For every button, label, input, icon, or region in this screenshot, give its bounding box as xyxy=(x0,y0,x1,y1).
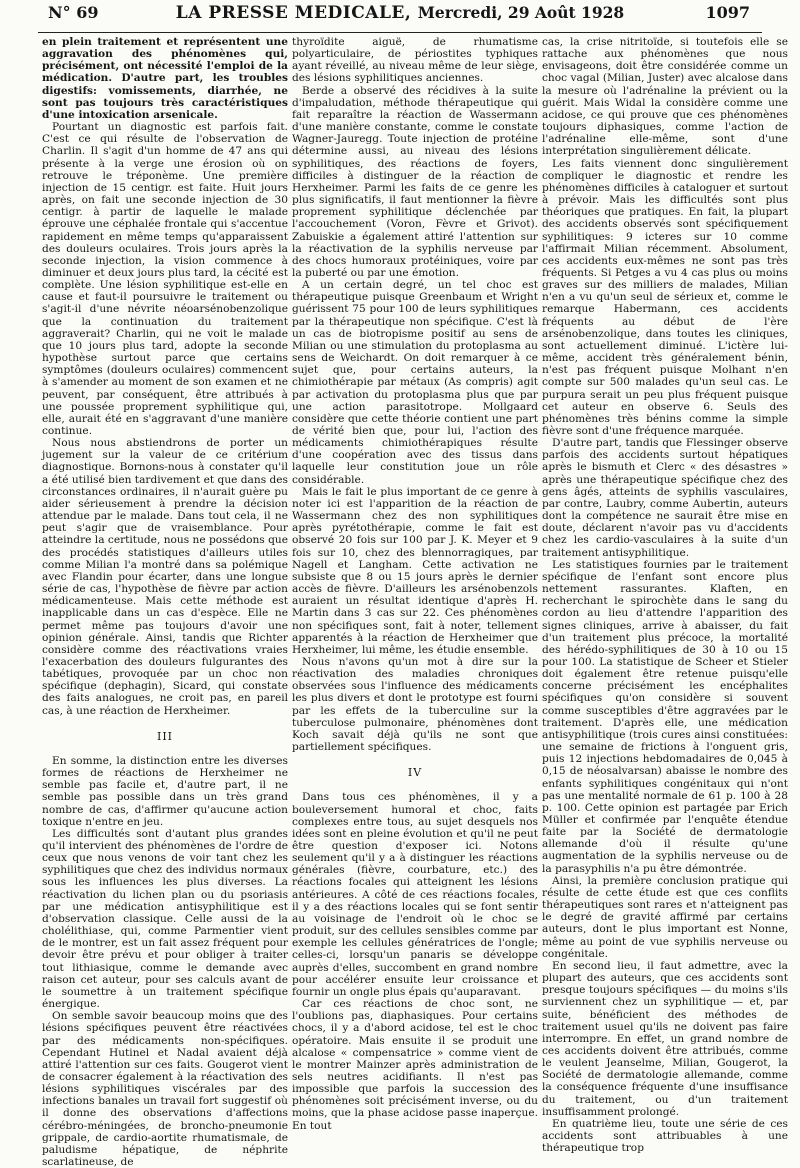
issue-number: N° 69 xyxy=(48,3,99,22)
section-heading: IV xyxy=(407,766,423,780)
paragraph: A un certain degré, un tel choc est thérapeutique puisque Greenbaum et Wright guérissent 75 pour 100 de leurs syphilitiques par la thérapeutique non spécifique. C'est là un cas de biotropisme positif au sens de Milian ou une stimulation du protoplasma au sens de Weichardt. On doit remarquer à ce sujet que, pour certains auteurs, la chimiothérapie par métaux (As compris) agit par activation du protoplasma plus que par une action parasitotrope. Mollgaard considère que cette théorie contient une part de vérité bien que, pour lui, l'action des médicaments chimiothérapiques résulte d'une coopération avec des tissus dans laquelle leur constitution joue un rôle considérable. xyxy=(292,279,538,486)
paragraph: Les faits viennent donc singulièrement compliquer le diagnostic et rendre les phénomènes difficiles à cataloguer et surtout à prévoir. Mais les difficultés sont plus théoriques que pratiques. En fait, la plupart des accidents observés sont spécifiquement syphilitiques: 9 icteres sur 10 comme l'affirmait Milian récemment. Absolument, ces accidents eux-mêmes ne sont pas très fréquents. Si Petges a vu 4 cas plus ou moins graves sur des milliers de malades, Milian n'en a vu qu'un seul de sérieux et, comme le remarque Habermann, ces accidents fréquents au début de l'ère arsénobenzolique, dans toutes les cliniques, sont actuellement diminué. L'ictère lui-même, accident très généralement bénin, n'est pas fréquent puisque Molhant n'en compte sur 500 malades qu'un seul cas. Le purpura serait un peu plus fréquent puisque cet auteur en observe 6. Seuls des phénomènes très bénins comme la simple fièvre sont d'une fréquence marquée. xyxy=(542,157,788,437)
paragraph: Car ces réactions de choc sont, ne l'oublions pas, diaphasiques. Pour certains chocs, il y a d'abord acidose, tel est le choc opératoire. Mais ensuite il se produit une alcalose « compensatrice » comme vient de le montrer Mainzer après administration de sels neutres acidifiants. Il n'est pas impossible que parfois la succession des phénomènes soit précisément inverse, ou du moins, que la phase acidose passe inaperçue. En tout xyxy=(292,998,538,1132)
paragraph: Nous nous abstiendrons de porter un jugement sur la valeur de ce critérium diagnostique. Bornons-nous à constater qu'il a été utilisé bien tardivement et que dans des circonstances ordinaires, il n'aurait guère pu aider sérieusement à prendre la décision attendue par le malade. Dans tout cela, il ne peut s'agir que de vraisemblance. Pour atteindre la certitude, nous ne possédons que des procédés statistiques d'ailleurs utiles comme Milian l'a montré dans sa polémique avec Flandin pour écarter, dans une longue série de cas, l'hypothèse de fièvre par action médicamenteuse. Mais cette méthode est inapplicable dans un cas d'espèce. Elle ne permet même pas toujours d'avoir une opinion générale. Ainsi, tandis que Richter considère comme des réactivations vraies l'exacerbation des douleurs fulgurantes des tabétiques, provoquée par un choc non spécifique (dephagin), Sicard, qui constate des faits analogues, ne croit pas, en pareil cas, à une réaction de Herxheimer. xyxy=(42,437,288,717)
running-title xyxy=(176,3,624,23)
section-heading: III xyxy=(156,729,174,743)
paragraph: En somme, la distinction entre les diverses formes de réactions de Herxheimer ne semble pas facile et, d'autre part, il ne semble pas possible dans un très grand nombre de cas, d'affirmer qu'aucune action toxique n'entre en jeu. xyxy=(42,754,288,828)
page-number: 1097 xyxy=(705,3,750,22)
paragraph: On semble savoir beaucoup moins que des lésions spécifiques peuvent être réactivées par des médicaments non-spécifiques. Cependant Hutinel et Nadal avaient déjà attiré l'attention sur ces faits. Gougerot vient de consacrer également à la réactivation des lésions syphilitiques viscérales par des infections banales un travail fort suggestif où il donne des observations d'affections cérébro-méningées, de broncho-pneumonie grippale, de cardio-aortite rhumatismale, de paludisme hépatique, de néphrite scarlatineuse, de xyxy=(42,1010,288,1168)
column-3 xyxy=(542,36,788,1155)
page-header xyxy=(38,0,762,33)
paragraph: D'autre part, tandis que Flessinger observe parfois des accidents surtout hépatiques après le bismuth et Clerc « des désastres » après une thérapeutique spécifique chez des gens âgés, atteints de syphilis vasculaires, par contre, Laubry, comme Aubertin, auteurs dont la compétence ne saurait être mise en doute, déclarent n'avoir pas vu d'accidents chez les cardio-vasculaires à la suite d'un traitement antisyphilitique. xyxy=(542,437,788,559)
paragraph: Nous n'avons qu'un mot à dire sur la réactivation des maladies chroniques observées sous l'influence des médicaments les plus divers et dont le prototype est fourni par les effets de la tuberculine sur la tuberculose pulmonaire, phénomènes dont Koch savait déjà qu'ils ne sont que partiellement spécifiques. xyxy=(292,655,538,754)
paragraph: Berde a observé des récidives à la suite d'impaludation, méthode thérapeutique qui fait reparaître la réaction de Wassermann d'une manière constante, comme le constate Wagner-Jauregg. Toute injection de protéine détermine aussi, au niveau des lésions syphilitiques, des réactions de foyers, difficiles à distinguer de la réaction de Herxheimer. Parmi les faits de ce genre les plus significatifs, il faut mentionner la fièvre proprement syphilitique déclenchée par l'accouchement (Voron, Fèvre et Grivot). Zabuiskie a également attiré l'attention sur la réactivation de la syphilis nerveuse par des chocs humoraux protéiniques, voire par la puberté ou par une émotion. xyxy=(292,84,538,279)
journal-name: LA PRESSE MEDICALE, xyxy=(175,3,412,23)
column-2 xyxy=(292,36,538,1132)
paragraph: cas, la crise nitritoïde, si toutefois elle se rattache aux phénomènes que nous envisageons, doit être considérée comme un choc vagal (Milian, Juster) avec alcalose dans la mesure où l'adrénaline la prévient ou la guérit. Mais Widal la considère comme une acidose, ce qui prouve que ces phénomènes toujours diphasiques, comme l'action de l'adrénaline elle-même, sont d'une interprétation singulièrement délicate. xyxy=(542,36,788,158)
paragraph: Mais le fait le plus important de ce genre à noter ici est l'apparition de la réaction de Wassermann chez des non syphilitiques après pyrétothérapie, comme le fait est observé 20 fois sur 100 par J. K. Meyer et 9 fois sur 10, chez des blennorragiques, par Nagell et Langham. Cette activation ne subsiste que 8 ou 15 jours après le dernier accès de fièvre. D'ailleurs les arsénobenzols auraient un résultat identique d'après H. Martin dans 3 cas sur 22. Ces phénomènes non spécifiques sont, fait à noter, tellement apparentés à la réaction de Herxheimer que Herxheimer, lui même, les étudie ensemble. xyxy=(292,485,538,656)
paragraph: Pourtant un diagnostic est parfois fait. C'est ce qui résulte de l'observation de Charlin. Il s'agit d'un homme de 47 ans qui présente à la verge une érosion où on retrouve le tréponème. Une première injection de 15 centigr. est faite. Huit jours après, on fait une seconde injection de 30 centigr. à partir de laquelle le malade éprouve une céphalée frontale qui s'accentue rapidement en même temps qu'apparaissent des douleurs oculaires. Trois jours après la seconde injection, la vision commence à diminuer et deux jours plus tard, la cécité est complète. Une lésion syphilitique est-elle en cause et faut-il poursuivre le traitement ou s'agit-il d'une névrite néoarsénobenzolique que la continuation du traitement aggraverait? Charlin, qui ne voit le malade que 10 jours plus tard, adopte la seconde hypothèse surtout parce que certains symptômes (douleurs oculaires) commencent à s'amender au moment de son examen et ne peuvent, par conséquent, être attribués à une poussée proprement syphilitique qui, elle, aurait été en s'aggravant d'une manière continue. xyxy=(42,121,288,437)
paragraph: thyroïdite aiguë, de rhumatisme polyarticulaire, de périostites typhiques ayant réveillé, au niveau même de leur siège, des lésions syphilitiques anciennes. xyxy=(292,36,538,85)
issue-date: Mercredi, 29 Août 1928 xyxy=(417,3,625,22)
paragraph: Les statistiques fournies par le traitement spécifique de l'enfant sont encore plus nettement rassurantes. Klaften, en recherchant le spirochète dans le sang du cordon au lieu d'attendre l'apparition des signes cliniques, arrive à abaisser, du fait d'un traitement plus précoce, la mortalité des hérédo-syphilitiques de 30 à 10 ou 15 pour 100. La statistique de Scheer et Stieler doit également être retenue puisqu'elle concerne précisément les encéphalites spécifiques qu'on considère si souvent comme susceptibles d'être aggravées par le traitement. D'après elle, une médication antisyphilitique (trois cures ainsi constituées: une semaine de frictions à l'onguent gris, puis 12 injections hebdomadaires de 0,045 à 0,15 de néosalvarsan) abaisse le nombre des enfants syphilitiques congénitaux qui n'ont pas une mentalité normale de 61 p. 100 à 28 p. 100. Cette opinion est partagée par Erich Müller et confirmée par l'enquête étendue faite par la Société de dermatologie allemande d'où il résulte qu'une augmentation de la syphilis nerveuse ou de la parasyphilis n'a pu être démontrée. xyxy=(542,558,788,875)
paragraph: en plein traitement et représentent une aggravation des phénomènes qui, précisément, ont nécessité l'emploi de la médication. D'autre part, les troubles digestifs: vomissements, diarrhée, ne sont pas toujours très caractéristiques d'une intoxication arsenicale. xyxy=(42,36,288,121)
paragraph: Ainsi, la première conclusion pratique qui résulte de cette étude est que ces conflits thérapeutiques sont rares et n'atteignent pas le degré de gravité affirmé par certains auteurs, dont le plus important est Nonne, même au point de vue syphilis nerveuse ou congénitale. xyxy=(542,874,788,960)
paragraph: Dans tous ces phénomènes, il y a bouleversement humoral et choc, faits complexes entre tous, au sujet desquels nos idées sont en pleine évolution et qu'il ne peut être question d'exposer ici. Notons seulement qu'il y a à distinguer les réactions générales (fièvre, courbature, etc.) des réactions focales qui atteignent les lésions antérieures. A côté de ces réactions focales, il y a des réactions locales qui se font sentir au voisinage de l'endroit où le choc se produit, sur des cellules sensibles comme par exemple les cellules génératrices de l'ongle; celles-ci, lorsqu'un panaris se développe auprès d'elles, succombent en grand nombre pour accélérer ensuite leur croissance et fournir un ongle plus épais qu'auparavant. xyxy=(292,791,538,998)
paragraph: En quatrième lieu, toute une série de ces accidents sont attribuables à une thérapeutique trop xyxy=(542,1117,788,1155)
paragraph: Les difficultés sont d'autant plus grandes qu'il intervient des phénomènes de l'ordre de ceux que nous venons de voir tant chez les syphilitiques que chez des individus normaux sous les influences les plus diverses. La réactivation du lichen plan ou du psoriasis par une médication antisyphilitique est d'observation classique. Celle aussi de la cholélithiase, qui, comme Parmentier vient de le montrer, est un fait assez fréquent pour devoir être prévu et pour obliger à traiter tout lithiasique, comme le demande avec raison cet auteur, pour ses calculs avant de le soumettre à un traitement spécifique énergique. xyxy=(42,827,288,1011)
column-1 xyxy=(42,36,288,1168)
paragraph: En second lieu, il faut admettre, avec la plupart des auteurs, que ces accidents sont presque toujours spécifiques — du moins s'ils surviennent chez un syphilitique — et, par suite, bénéficient des méthodes de traitement usuel qu'ils ne doivent pas faire interrompre. En effet, un grand nombre de ces accidents doivent être attribués, comme le veulent Jeanselme, Milian, Gougerot, la Société de dermatologie allemande, comme la conséquence fréquente d'une insuffisance du traitement, ou d'un traitement insuffisamment prolongé. xyxy=(542,959,788,1118)
